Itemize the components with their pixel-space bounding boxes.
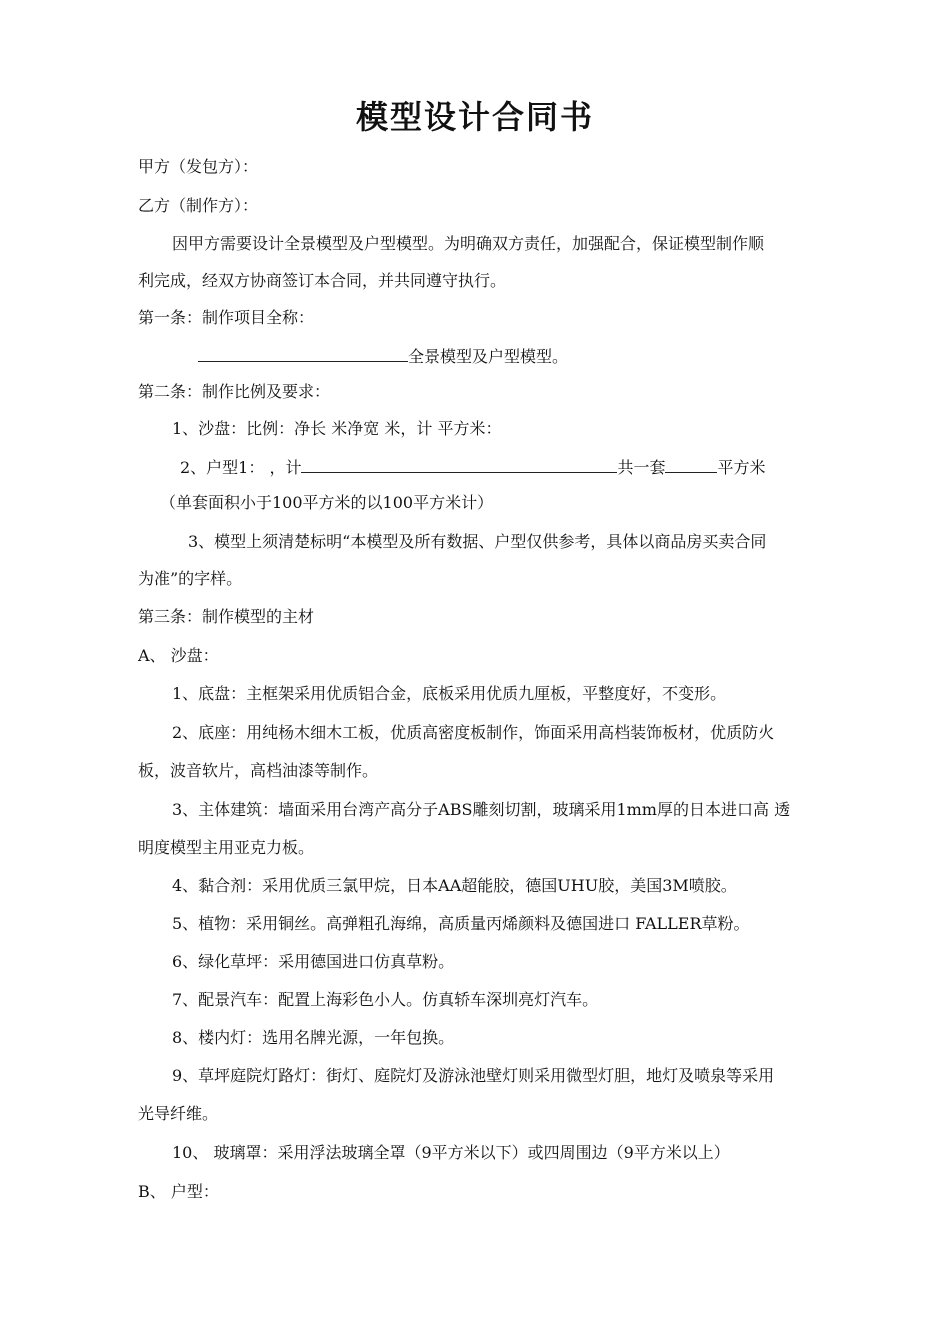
material-line: 7、配景汽车：配置上海彩色小人。仿真轿车深圳亮灯汽车。 [172, 990, 599, 1009]
item-2-prefix: 2、户型1： ，计 [180, 458, 302, 477]
material-line: 6、绿化草坪：采用德国进口仿真草粉。 [172, 952, 455, 971]
intro-line-2: 利完成，经双方协商签订本合同，并共同遵守执行。 [138, 271, 507, 290]
intro-line-1: 因甲方需要设计全景模型及户型模型。为明确双方责任，加强配合，保证模型制作顺 [172, 234, 765, 253]
project-name-line [198, 343, 568, 369]
article-1-heading: 第一条：制作项目全称： [138, 308, 315, 327]
section-a-heading: A、 沙盘： [138, 646, 219, 665]
material-line: 3、主体建筑：墙面采用台湾产高分子ABS雕刻切割，玻璃采用1mm厚的日本进口高 透 [172, 800, 791, 819]
material-line: 1、底盘：主框架采用优质铝合金，底板采用优质九厘板，平整度好，不变形。 [172, 684, 727, 703]
material-line: 8、楼内灯：选用名牌光源，一年包换。 [172, 1028, 455, 1047]
material-line: 明度模型主用亚克力板。 [138, 838, 315, 857]
section-b-heading: B、 户型： [138, 1182, 219, 1201]
article-2-item-3-line-2: 为准”的字样。 [138, 569, 243, 588]
party-a-label: 甲方（发包方）： [138, 157, 259, 176]
item-2-mid: 共一套 [617, 458, 666, 477]
material-line: 10、 玻璃罩：采用浮法玻璃全罩（9平方米以下）或四周围边（9平方米以上） [172, 1143, 730, 1162]
project-name-blank [198, 343, 408, 362]
item-2-suffix: 平方米 [717, 458, 766, 477]
material-line: 4、黏合剂：采用优质三氯甲烷，日本AA超能胶，德国UHU胶，美国3M喷胶。 [172, 876, 737, 895]
material-line: 2、底座：用纯杨木细木工板，优质高密度板制作，饰面采用高档装饰板材，优质防火 [172, 723, 775, 742]
party-b-label: 乙方（制作方）： [138, 196, 259, 215]
article-2-item-1: 1、沙盘：比例：净长 米净宽 米，计 平方米： [172, 419, 502, 438]
material-line: 9、草坪庭院灯路灯：街灯、庭院灯及游泳池壁灯则采用微型灯胆，地灯及喷泉等采用 [172, 1066, 775, 1085]
item-2-blank-1 [301, 454, 617, 473]
article-2-item-2 [180, 454, 765, 480]
article-2-heading: 第二条：制作比例及要求： [138, 382, 331, 401]
article-2-item-3-line-1: 3、模型上须清楚标明“本模型及所有数据、户型仅供参考，具体以商品房买卖合同 [188, 532, 767, 551]
project-name-suffix: 全景模型及户型模型。 [408, 347, 569, 366]
document-title: 模型设计合同书 [355, 98, 594, 136]
material-line: 板，波音软片，高档油漆等制作。 [138, 761, 379, 780]
material-line: 光导纤维。 [138, 1104, 219, 1123]
article-2-note: （单套面积小于100平方米的以100平方米计） [160, 493, 494, 512]
material-line: 5、植物：采用铜丝。高弹粗孔海绵，高质量丙烯颜料及德国进口 FALLER草粉。 [172, 914, 750, 933]
item-2-blank-2 [665, 454, 717, 473]
article-3-heading: 第三条：制作模型的主材 [138, 607, 315, 626]
